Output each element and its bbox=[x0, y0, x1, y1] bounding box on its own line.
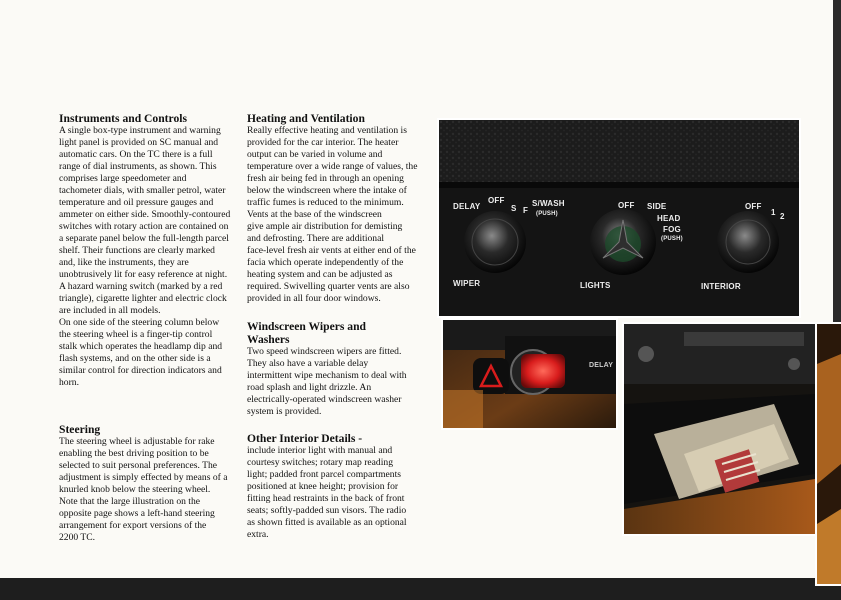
parcel-compartment-photo bbox=[622, 322, 817, 536]
wood-highlight bbox=[443, 390, 483, 428]
instruments-line: similar control for direction indicators and bbox=[59, 365, 222, 376]
steering-line: knurled knob below the steering wheel. bbox=[59, 484, 211, 495]
instruments-line: On one side of the steering column below bbox=[59, 317, 220, 328]
steering-line: enabling the best driving position to be bbox=[59, 448, 209, 459]
instruments-line: triangle), cigarette lighter and electric clock bbox=[59, 293, 227, 304]
wiper-off-label: OFF bbox=[488, 196, 505, 205]
instruments-line: A single box-type instrument and warning bbox=[59, 125, 221, 136]
instruments-line: automatic cars. On the TC there is a full bbox=[59, 149, 213, 160]
lights-label: LIGHTS bbox=[580, 281, 611, 290]
interior-2-label: 2 bbox=[780, 212, 785, 221]
heating-line: fresh air being fed in through an opening bbox=[247, 173, 404, 184]
instruments-body bbox=[59, 125, 239, 389]
heating-line: required. Swivelling quarter vents are also bbox=[247, 281, 410, 292]
wipers-line: system is provided. bbox=[247, 406, 322, 417]
wipers-heading-line-1: Windscreen Wipers and bbox=[247, 320, 366, 333]
instruments-line: and, like the instruments, they are bbox=[59, 257, 189, 268]
other-line: seats; softly-padded sun visors. The radio bbox=[247, 505, 407, 516]
radio-knob-left bbox=[638, 346, 654, 362]
instruments-line: stalk which operates the headlamp dip and bbox=[59, 341, 223, 352]
steering-line: opposite page shows a left-hand steering bbox=[59, 508, 215, 519]
wipers-heading-line-2: Washers bbox=[247, 333, 290, 346]
heating-line: output can be varied in volume and bbox=[247, 149, 383, 160]
hazard-switch-photo bbox=[441, 318, 618, 430]
instruments-line: ammeter on either side. Smoothly-contoured bbox=[59, 209, 231, 220]
instruments-line: A hazard warning switch (marked by a red bbox=[59, 281, 223, 292]
other-line: courtesy switches; rotary map reading bbox=[247, 457, 393, 468]
instruments-line: range of dial instruments, as shown. This bbox=[59, 161, 217, 172]
wipers-line: road splash and light drizzle. An bbox=[247, 382, 372, 393]
wipers-line: They also have a variable delay bbox=[247, 358, 369, 369]
wiper-label: WIPER bbox=[453, 279, 481, 288]
steering-line: Note that the large illustration on the bbox=[59, 496, 201, 507]
steering-line: arrangement for export versions of the bbox=[59, 520, 207, 531]
instruments-line: tachometer dials, with smaller petrol, water bbox=[59, 185, 226, 196]
heating-line: below the windscreen where the intake of bbox=[247, 185, 407, 196]
fog-label: FOG bbox=[663, 225, 681, 234]
wiper-f-label: F bbox=[523, 206, 529, 215]
other-line: include interior light with manual and bbox=[247, 445, 393, 456]
hazard-switch-illustration bbox=[443, 320, 616, 428]
instruments-line: comprises large speedometer and bbox=[59, 173, 187, 184]
other-line: fitting head restraints in the back of front bbox=[247, 493, 405, 504]
parcel-shelf-texture bbox=[439, 120, 799, 182]
interior-label: INTERIOR bbox=[701, 282, 741, 291]
other-line: extra. bbox=[247, 529, 269, 540]
wipers-section bbox=[247, 320, 427, 418]
heating-line: and defrosting. There are additional bbox=[247, 233, 385, 244]
instruments-line: temperature and oil pressure gauges and bbox=[59, 197, 214, 208]
steering-section bbox=[59, 423, 239, 544]
instruments-line: light panel is provided on SC manual and bbox=[59, 137, 219, 148]
hazard-button-glow bbox=[521, 354, 565, 388]
wiper-knob bbox=[464, 211, 526, 273]
wipers-line: electrically-operated windscreen washer bbox=[247, 394, 402, 405]
heating-line: Really effective heating and ventilation is bbox=[247, 125, 407, 136]
cropped-photo-illustration bbox=[817, 324, 841, 584]
heating-heading: Heating and Ventilation bbox=[247, 112, 365, 125]
wipers-line: Two speed windscreen wipers are fitted. bbox=[247, 346, 402, 357]
wood-panel bbox=[817, 354, 841, 484]
instruments-line: a separate panel below the full-length parcel bbox=[59, 233, 229, 244]
other-line: light; padded front parcel compartments bbox=[247, 469, 401, 480]
steering-heading: Steering bbox=[59, 423, 101, 436]
delay-label: DELAY bbox=[453, 202, 481, 211]
other-line: positioned at knee height; provision for bbox=[247, 481, 399, 492]
radio-dial-strip bbox=[684, 332, 804, 346]
heating-line: heating system and can be adjusted as bbox=[247, 269, 393, 280]
heating-body bbox=[247, 125, 427, 305]
steering-line: 2200 TC. bbox=[59, 532, 96, 543]
side-label: SIDE bbox=[647, 202, 667, 211]
switch-panel-photo bbox=[437, 118, 801, 318]
instruments-line: flash systems, and on the other side is a bbox=[59, 353, 211, 364]
instruments-heading: Instruments and Controls bbox=[59, 112, 187, 125]
steering-body bbox=[59, 436, 239, 544]
other-line: as shown fitted is available as an optional bbox=[247, 517, 407, 528]
instruments-line: the steering wheel is a finger-tip control bbox=[59, 329, 213, 340]
instruments-line: unobtrusively lit for easy reference at night. bbox=[59, 269, 228, 280]
lights-off-label: OFF bbox=[618, 201, 635, 210]
cropped-photo-right bbox=[815, 322, 841, 586]
instruments-line: switches with rotary action are contained on bbox=[59, 221, 229, 232]
steering-line: selected to suit personal preferences. The bbox=[59, 460, 218, 471]
heating-line: provided in all four door windows. bbox=[247, 293, 381, 304]
other-body bbox=[247, 445, 427, 541]
delay-fragment-label: DELAY bbox=[589, 362, 614, 369]
swash-push-label: (PUSH) bbox=[536, 211, 558, 217]
wipers-body bbox=[247, 346, 427, 418]
heating-line: facia which operate independently of the bbox=[247, 257, 404, 268]
instruments-line: shelf. Their functions are clearly marked bbox=[59, 245, 215, 256]
interior-off-label: OFF bbox=[745, 202, 762, 211]
instruments-line: horn. bbox=[59, 377, 79, 388]
heating-line: temperature over a wide range of values, the bbox=[247, 161, 418, 172]
swash-label: S/WASH bbox=[532, 199, 565, 208]
other-heading: Other Interior Details - bbox=[247, 432, 363, 445]
switch-panel-illustration bbox=[439, 120, 799, 316]
head-label: HEAD bbox=[657, 214, 681, 223]
heating-line: face-level fresh air vents at either end of the bbox=[247, 245, 416, 256]
other-section bbox=[247, 432, 427, 541]
radio-knob-right bbox=[788, 358, 800, 370]
wiper-s-label: S bbox=[511, 204, 517, 213]
heating-section bbox=[247, 112, 427, 305]
instruments-line: are included in all models. bbox=[59, 305, 161, 316]
parcel-compartment-illustration bbox=[624, 324, 815, 534]
interior-1-label: 1 bbox=[771, 208, 776, 217]
instruments-section bbox=[59, 112, 239, 389]
heating-line: provided for the car interior. The heater bbox=[247, 137, 399, 148]
heating-line: traffic fumes is reduced to the minimum. bbox=[247, 197, 404, 208]
shelf-shadow bbox=[439, 182, 799, 188]
page-edge-bottom bbox=[0, 578, 841, 600]
steering-line: adjustment is simply effected by means of a bbox=[59, 472, 228, 483]
heating-line: Vents at the base of the windscreen bbox=[247, 209, 382, 220]
heating-line: give ample air distribution for demisting bbox=[247, 221, 403, 232]
wipers-line: intermittent wipe mechanism to deal with bbox=[247, 370, 407, 381]
fog-push-label: (PUSH) bbox=[661, 236, 683, 242]
steering-line: The steering wheel is adjustable for rake bbox=[59, 436, 215, 447]
